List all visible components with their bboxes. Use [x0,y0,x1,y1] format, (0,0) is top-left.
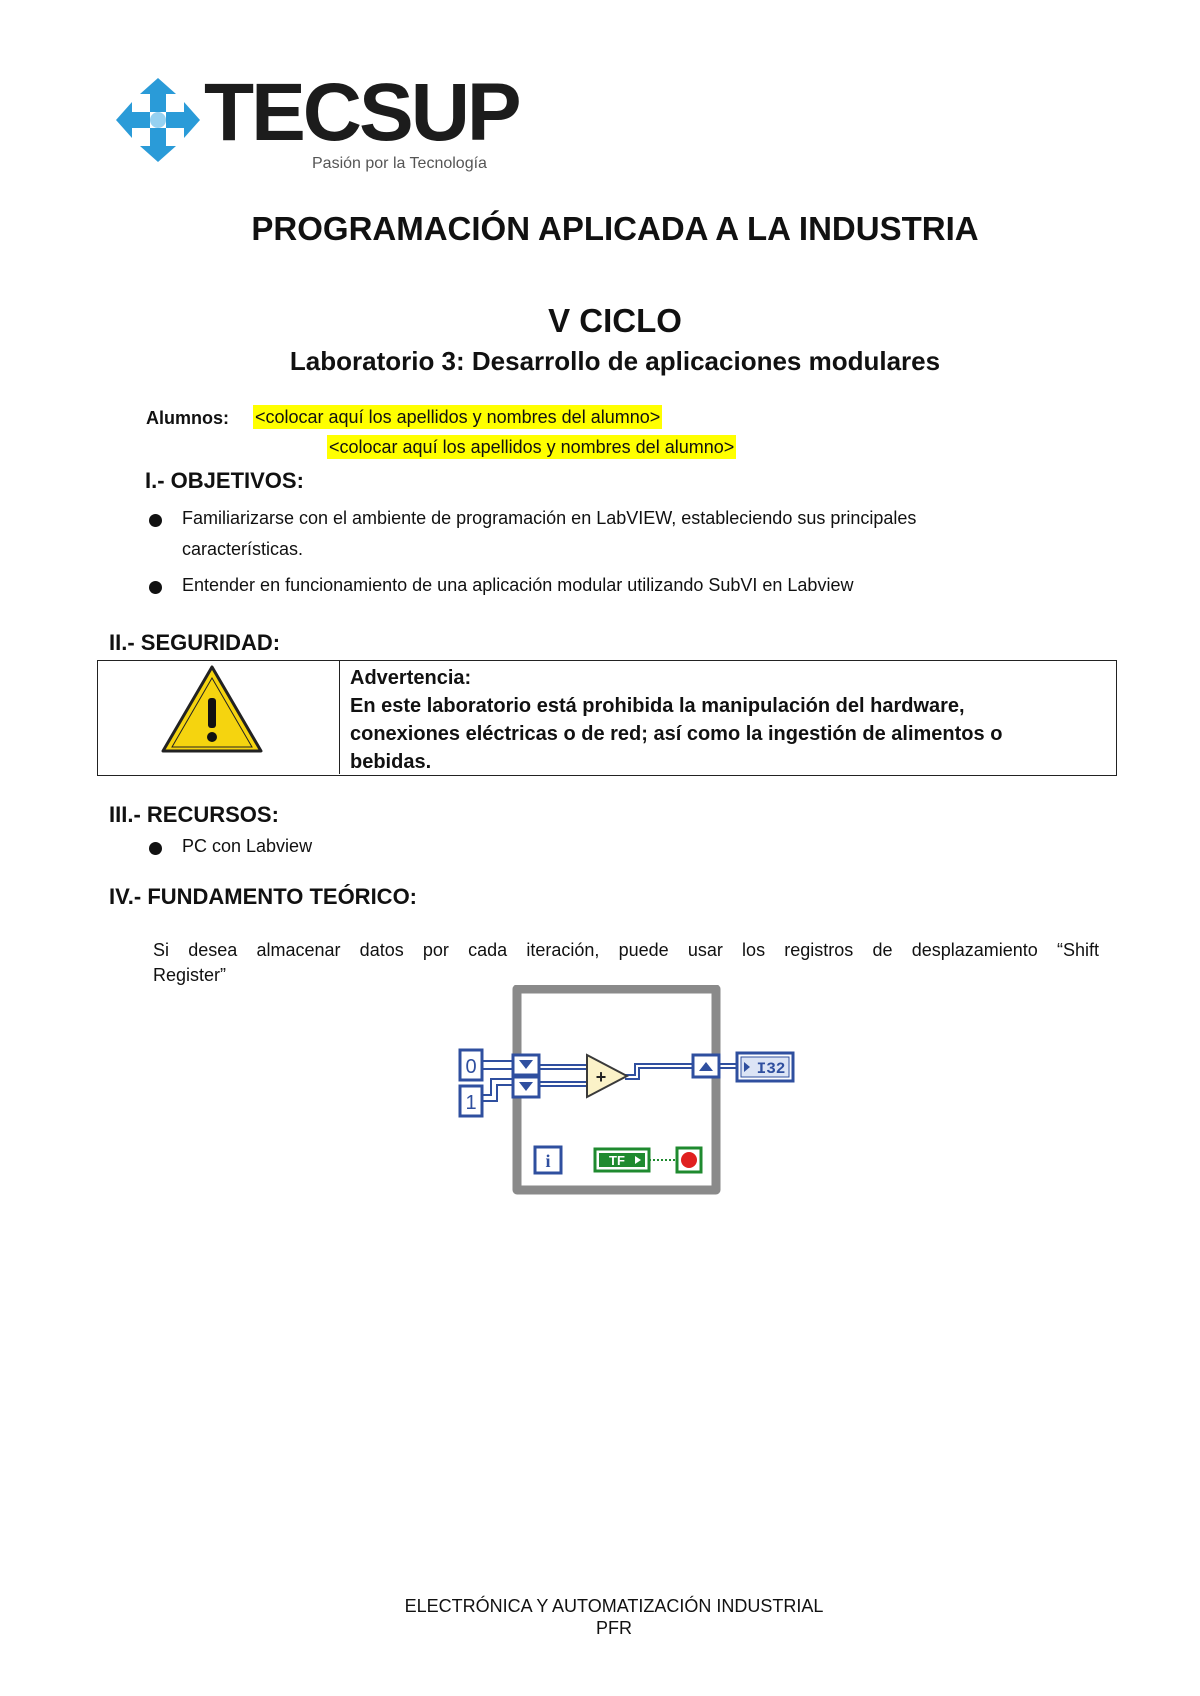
theory-paragraph-line1: Si desea almacenar datos por cada iteración, puede usar los registros de desplazamiento “Shift [153,940,1099,960]
warning-title: Advertencia: [350,667,472,689]
add-node-label: + [595,1067,607,1087]
tecsup-logo-arrows-icon [112,74,204,166]
theory-paragraph-line2: Register” [153,965,227,985]
cycle-title: V CICLO [548,302,682,339]
warning-line-2: conexiones eléctricas o de red; así como la ingestión de alimentos o [350,723,1003,745]
constant-zero-label: 0 [465,1056,477,1078]
course-title: PROGRAMACIÓN APLICADA A LA INDUSTRIA [251,210,979,247]
bullet-icon [149,581,162,594]
student-placeholder-2 [327,437,736,458]
stop-icon [681,1152,697,1168]
logo-tagline: Pasión por la Tecnología [312,155,487,172]
warning-line-3: bebidas. [350,751,432,773]
footer-program: PFR [596,1618,632,1638]
tecsup-logo [112,67,519,182]
safety-heading: II.- SEGURIDAD: [109,630,281,655]
student-placeholder-2-text: <colocar aquí los apellidos y nombres del alumno> [329,437,735,457]
warning-divider [339,660,340,774]
objective-1-line2: características. [182,539,304,559]
warning-triangle-icon [160,664,264,754]
lab-title: Laboratorio 3: Desarrollo de aplicaciones modulares [289,346,941,376]
footer-department: ELECTRÓNICA Y AUTOMATIZACIÓN INDUSTRIAL [404,1596,824,1616]
logo-wordmark: TECSUP [204,67,519,158]
objective-2-line1: Entender en funcionamiento de una aplicación modular utilizando SubVI en Labview [182,575,854,595]
resource-item-1: PC con Labview [182,836,313,856]
resources-heading: III.- RECURSOS: [109,802,279,827]
warning-line-1: En este laboratorio está prohibida la manipulación del hardware, [350,695,965,717]
add-node [587,1055,627,1097]
theory-heading: IV.- FUNDAMENTO TEÓRICO: [109,884,418,909]
indicator-i32-label: I32 [756,1060,786,1078]
student-placeholder-1-text: <colocar aquí los apellidos y nombres del alumno> [255,407,661,427]
bullet-icon [149,842,162,855]
boolean-constant-label: TF [609,1153,625,1168]
iteration-terminal-label: i [545,1151,551,1171]
objectives-heading: I.- OBJETIVOS: [145,468,304,493]
constant-one-label: 1 [465,1092,477,1114]
students-label: Alumnos: [146,408,229,428]
shift-register-diagram [455,985,800,1200]
objective-1-line1: Familiarizarse con el ambiente de programación en LabVIEW, estableciendo sus principales [182,508,917,528]
student-placeholder-1 [253,407,662,428]
bullet-icon [149,514,162,527]
